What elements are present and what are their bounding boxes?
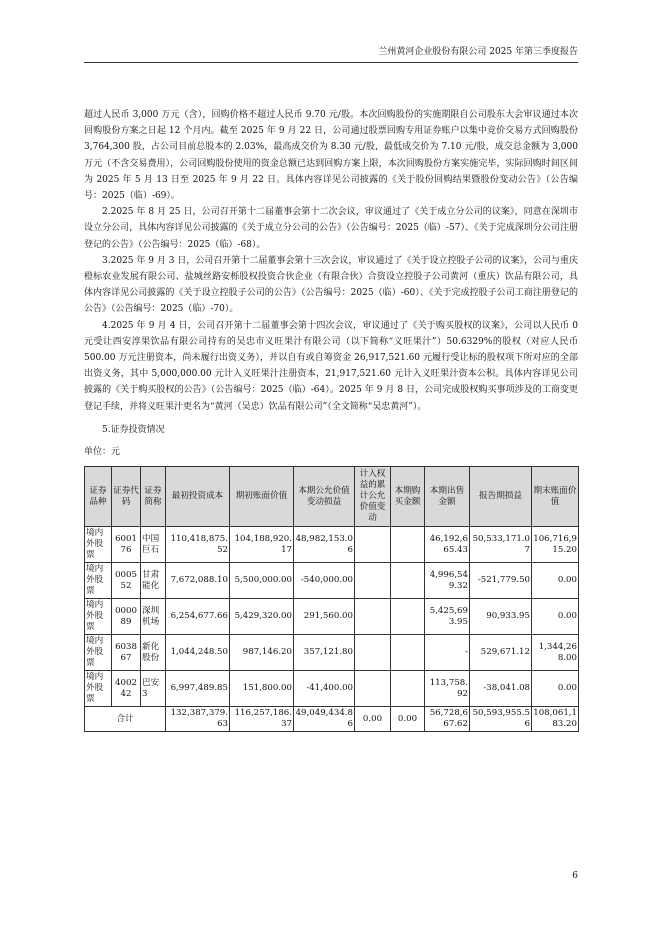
- cell-equity-change: [355, 563, 391, 599]
- cell-type: 境内外股票: [85, 671, 112, 707]
- cell-closing-value: 1,344,268.00: [532, 635, 579, 671]
- cell-purchase: [391, 599, 425, 635]
- cell-pnl: 50,533,171.07: [470, 527, 532, 563]
- cell-type: 境内外股票: [85, 635, 112, 671]
- header-cell: 证券简称: [141, 467, 166, 527]
- table-row: [85, 671, 579, 707]
- cell-closing-value: 0.00: [532, 671, 579, 707]
- header-cell: 期初账面价值: [230, 467, 294, 527]
- cell-name: 深圳机场: [141, 599, 166, 635]
- securities-investment-table: [84, 466, 579, 732]
- section-title: 5.证券投资情况: [102, 424, 165, 435]
- cell-code: 000552: [112, 563, 141, 599]
- cell-type: 境内外股票: [85, 527, 112, 563]
- cell-code: 603867: [112, 635, 141, 671]
- cell-fair-value-change: -540,000.00: [294, 563, 355, 599]
- table-total-row: [85, 707, 579, 732]
- cell-sale: -: [425, 635, 470, 671]
- cell-pnl: -521,779.50: [470, 563, 532, 599]
- cell-purchase: [391, 527, 425, 563]
- table-row: [85, 599, 579, 635]
- total-opening-value: 116,257,186.37: [230, 707, 294, 732]
- cell-type: 境内外股票: [85, 563, 112, 599]
- total-fair-value-change: 49,049,434.86: [294, 707, 355, 732]
- header-cell: 本期购买金额: [391, 467, 425, 527]
- unit-label: 单位：元: [84, 447, 121, 458]
- cell-name: 巴安3: [141, 671, 166, 707]
- header-cell: 证券品种: [85, 467, 112, 527]
- cell-initial-cost: 6,997,489.85: [166, 671, 230, 707]
- cell-equity-change: [355, 599, 391, 635]
- cell-initial-cost: 1,044,248.50: [166, 635, 230, 671]
- cell-equity-change: [355, 671, 391, 707]
- cell-fair-value-change: -41,400.00: [294, 671, 355, 707]
- cell-opening-value: 104,188,920.17: [230, 527, 294, 563]
- header-title: 兰州黄河企业股份有限公司 2025 年第三季度报告: [378, 47, 578, 57]
- cell-name: 中国巨石: [141, 527, 166, 563]
- cell-fair-value-change: 291,560.00: [294, 599, 355, 635]
- cell-fair-value-change: 48,982,153.06: [294, 527, 355, 563]
- cell-closing-value: 0.00: [532, 563, 579, 599]
- cell-fair-value-change: 357,121.80: [294, 635, 355, 671]
- cell-purchase: [391, 671, 425, 707]
- header-cell: 本期出售金额: [425, 467, 470, 527]
- page-header: [84, 46, 578, 63]
- total-purchase: 0.00: [391, 707, 425, 732]
- page-number: 6: [572, 871, 578, 881]
- cell-initial-cost: 7,672,088.10: [166, 563, 230, 599]
- header-cell: 期末账面价值: [532, 467, 579, 527]
- cell-initial-cost: 110,418,875.52: [166, 527, 230, 563]
- cell-purchase: [391, 563, 425, 599]
- cell-opening-value: 5,429,320.00: [230, 599, 294, 635]
- cell-closing-value: 106,716,915.20: [532, 527, 579, 563]
- cell-pnl: 90,933.95: [470, 599, 532, 635]
- cell-code: 000089: [112, 599, 141, 635]
- paragraph-buyback: 超过人民币 3,000 万元（含），回购价格不超过人民币 9.70 元/股。本次回购股份的实施期限自公司股东大会审议通过本次回购股份方案之日起 12 个月内。截至 2025 年 9 月 22 日，公司通过股票回购专用证券账户以集中竞价交易方式回购股份 3,764,300 股，占公司目前总股本的 2.03%，最高成交价为 8.30 元/股，最低成交价为 7.10 元/股，成交总金额为 3,000 万元（不含交易费用），公司回购股份使用的资金总额已达到回购方案上限，本次回购股份方案实施完毕，实际回购时间区间为 2025 年 5 月 13 日至 2025 年 9 月 22 日。具体内容详见公司披露的《关于股份回购结果暨股份变动公告》（公告编号：2025（临）-69）。: [84, 110, 578, 202]
- table-row: [85, 563, 579, 599]
- cell-sale: 4,996,549.32: [425, 563, 470, 599]
- total-equity-change: 0.00: [355, 707, 391, 732]
- cell-purchase: [391, 635, 425, 671]
- table-row: [85, 635, 579, 671]
- cell-opening-value: 5,500,000.00: [230, 563, 294, 599]
- header-cell: 计入权益的累计公允价值变动: [355, 467, 391, 527]
- table-row: [85, 527, 579, 563]
- paragraph-subsidiary: 3.2025 年 9 月 3 日，公司召开第十二届董事会第十三次会议，审议通过了《关于设立控股子公司的议案》，公司与重庆橙标农业发展有限公司、盐城丝路安栎股权投资合伙企业（有限合伙）合资设立控股子公司黄河（重庆）饮品有限公司，具体内容详见公司披露的《关于设立控股子公司的公告》（公告编号：2025（临）-60）、《关于完成控股子公司工商注册登记的公告》（公告编号：2025（临）-70）。: [84, 255, 578, 315]
- cell-type: 境内外股票: [85, 599, 112, 635]
- table-header-row: [85, 467, 579, 527]
- header-cell: 本期公允价值变动损益: [294, 467, 355, 527]
- cell-sale: 113,758.92: [425, 671, 470, 707]
- cell-name: 新化股份: [141, 635, 166, 671]
- cell-pnl: 529,671.12: [470, 635, 532, 671]
- cell-opening-value: 151,800.00: [230, 671, 294, 707]
- header-cell: 最初投资成本: [166, 467, 230, 527]
- paragraph-equity-purchase: 4.2025 年 9 月 4 日，公司召开第十二届董事会第十四次会议，审议通过了《关于购买股权的议案》，公司以人民币 0 元受让西安淳果饮品有限公司持有的吴忠市义旺果汁有限公司（以下简称“义旺果汁”）50.6329%的股权（对应人民币 500.00 万元注册资本，尚未履行出资义务），并以自有或自筹资金 26,917,521.60 元履行受让标的股权项下所对应的全部出资义务，其中 5,000,000.00 元计入义旺果汁注册资本，21,917,521.60 元计入义旺果汁资本公积。具体内容详见公司披露的《关于购买股权的公告》（公告编号：2025（临）-64）。2025 年 9 月 8 日，公司完成股权购买事项涉及的工商变更登记手续，并将义旺果汁更名为“黄河（吴忠）饮品有限公司”（全文简称“吴忠黄河”）。: [84, 320, 578, 412]
- total-pnl: 50,593,955.56: [470, 707, 532, 732]
- cell-equity-change: [355, 527, 391, 563]
- total-sale: 56,728,667.62: [425, 707, 470, 732]
- total-label: 合计: [85, 707, 166, 732]
- report-content: [84, 107, 578, 732]
- cell-name: 甘肃能化: [141, 563, 166, 599]
- cell-pnl: -38,041.08: [470, 671, 532, 707]
- header-cell: 报告期损益: [470, 467, 532, 527]
- total-closing-value: 108,061,183.20: [532, 707, 579, 732]
- cell-opening-value: 987,146.20: [230, 635, 294, 671]
- cell-sale: 46,192,665.43: [425, 527, 470, 563]
- cell-sale: 5,425,693.95: [425, 599, 470, 635]
- cell-closing-value: 0.00: [532, 599, 579, 635]
- cell-initial-cost: 6,254,677.66: [166, 599, 230, 635]
- cell-code: 400242: [112, 671, 141, 707]
- total-initial-cost: 132,387,379.63: [166, 707, 230, 732]
- cell-code: 600176: [112, 527, 141, 563]
- cell-equity-change: [355, 635, 391, 671]
- paragraph-branch: 2.2025 年 8 月 25 日，公司召开第十二届董事会第十二次会议，审议通过了《关于成立分公司的议案》，同意在深圳市设立分公司，具体内容详见公司披露的《关于成立分公司的公告》（公告编号：2025（临）-57）、《关于完成深圳分公司注册登记的公告》（公告编号：2025（临）-68）。: [84, 207, 578, 250]
- header-cell: 证券代码: [112, 467, 141, 527]
